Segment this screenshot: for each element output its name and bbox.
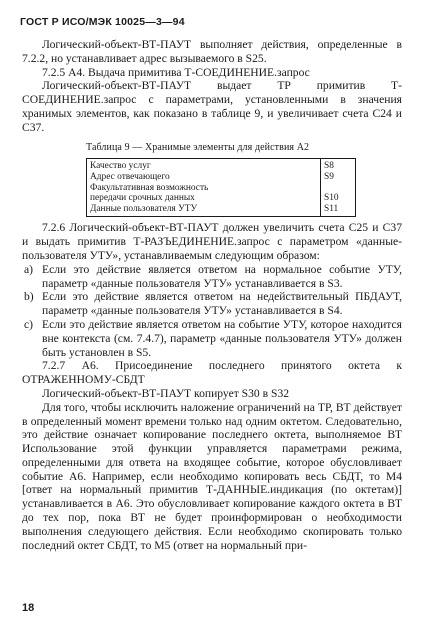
- table-row: [87, 172, 356, 183]
- table-row: [87, 159, 356, 172]
- page-number: 18: [22, 602, 35, 614]
- table-cell-element-name: Данные пользователя УТУ: [87, 204, 321, 217]
- list-item-text: Если это действие является ответом на нормальное событие УТУ, параметр «данные пользователя УТУ» устанавливается в S3.: [42, 262, 402, 290]
- table-cell-element-id: S11: [321, 204, 356, 217]
- table-cell-element-id: S8: [321, 159, 356, 172]
- section-heading-7-2-5: 7.2.5 А4. Выдача примитива Т-СОЕДИНЕНИЕ.запрос: [42, 65, 310, 79]
- paragraph-7-2-6: 7.2.6 Логический-объект-ВТ-ПАУТ должен увеличить счета С25 и С37 и выдать примитив Т-РАЗЪЕДИНЕНИЕ.запрос с параметром «данные-пользователя УТУ», устанавливаемым следующим образом:: [22, 221, 402, 262]
- table-row: [87, 204, 356, 217]
- list-item: [22, 263, 402, 291]
- page-body: [22, 38, 402, 552]
- list-item: [22, 290, 402, 318]
- table-row: [87, 193, 356, 204]
- table-row: [87, 183, 356, 194]
- running-header: ГОСТ Р ИСО/МЭК 10025—3—94: [20, 16, 185, 28]
- table-cell-element-name: Качество услуг: [87, 159, 321, 172]
- paragraph-7-2-7-explanation: Для того, чтобы исключить наложение ограничений на ТР, ВТ действует в определенный момент времени только над одним октетом. Следовательно, это действие означает копирование последнего октета, выполняемое ВТ Использование этой функции управляется параметрами режима, определенными для ответа на входящее событие, которое обусловливает событие А6. Например, если необходимо копировать весь СБДТ, то М4 [ответ на нормальный примитив Т-ДАННЫЕ.индикация (по октетам)] устанавливается в А6. Это обусловливает копирование каждого октета в ВТ до тех пор, пока ВТ не будет проинформирован о необходимости выполнения следующего действия. Если необходимо скопировать только последний октет СБДТ, то М5 (ответ на нормальный при-: [22, 400, 402, 552]
- list-marker: b): [24, 290, 34, 304]
- paragraph-7-2-4-tail: Логический-объект-ВТ-ПАУТ выполняет действия, определенные в 7.2.2, но устанавливает адрес вызываемого в S25.: [22, 38, 402, 65]
- list-item-text: Если это действие является ответом на недействительный ПБДАУТ, параметр «данные пользователя УТУ» устанавливается в S4.: [42, 290, 402, 318]
- list-item: [22, 318, 402, 359]
- table-cell-element-name: Адрес отвечающего: [87, 172, 321, 183]
- table-cell-element-name: Факультативная возможность: [87, 183, 321, 194]
- list-item-text: Если это действие является ответом на событие УТУ, которое находится вне контекста (см. 7.4.7), параметр «данные пользователя УТУ» должен быть установлен в S5.: [42, 317, 402, 359]
- list-marker: c): [24, 317, 34, 331]
- table-cell-element-name: передачи срочных данных: [87, 193, 321, 204]
- table-cell-element-id: S9: [321, 172, 356, 183]
- paragraph-7-2-7-copy: Логический-объект-ВТ-ПАУТ копирует S30 в S32: [42, 386, 290, 400]
- paragraph-7-2-5: Логический-объект-ВТ-ПАУТ выдает ТР примитив Т-СОЕДИНЕНИЕ.запрос с параметрами, установленными в значения хранимых элементов, как показано в таблице 9, и увеличивает счета С24 и С37.: [22, 79, 402, 134]
- condition-list: [22, 263, 402, 360]
- table-cell-element-id: [321, 183, 356, 194]
- list-marker: a): [24, 262, 34, 276]
- table-caption: Таблица 9 — Хранимые элементы для действия А2: [86, 141, 310, 153]
- section-heading-7-2-7: 7.2.7 А6. Присоединение последнего принятого октета к ОТРАЖЕННОМУ-СБДТ: [22, 359, 402, 387]
- table-cell-element-id: S10: [321, 193, 356, 204]
- stored-elements-table: [86, 158, 356, 217]
